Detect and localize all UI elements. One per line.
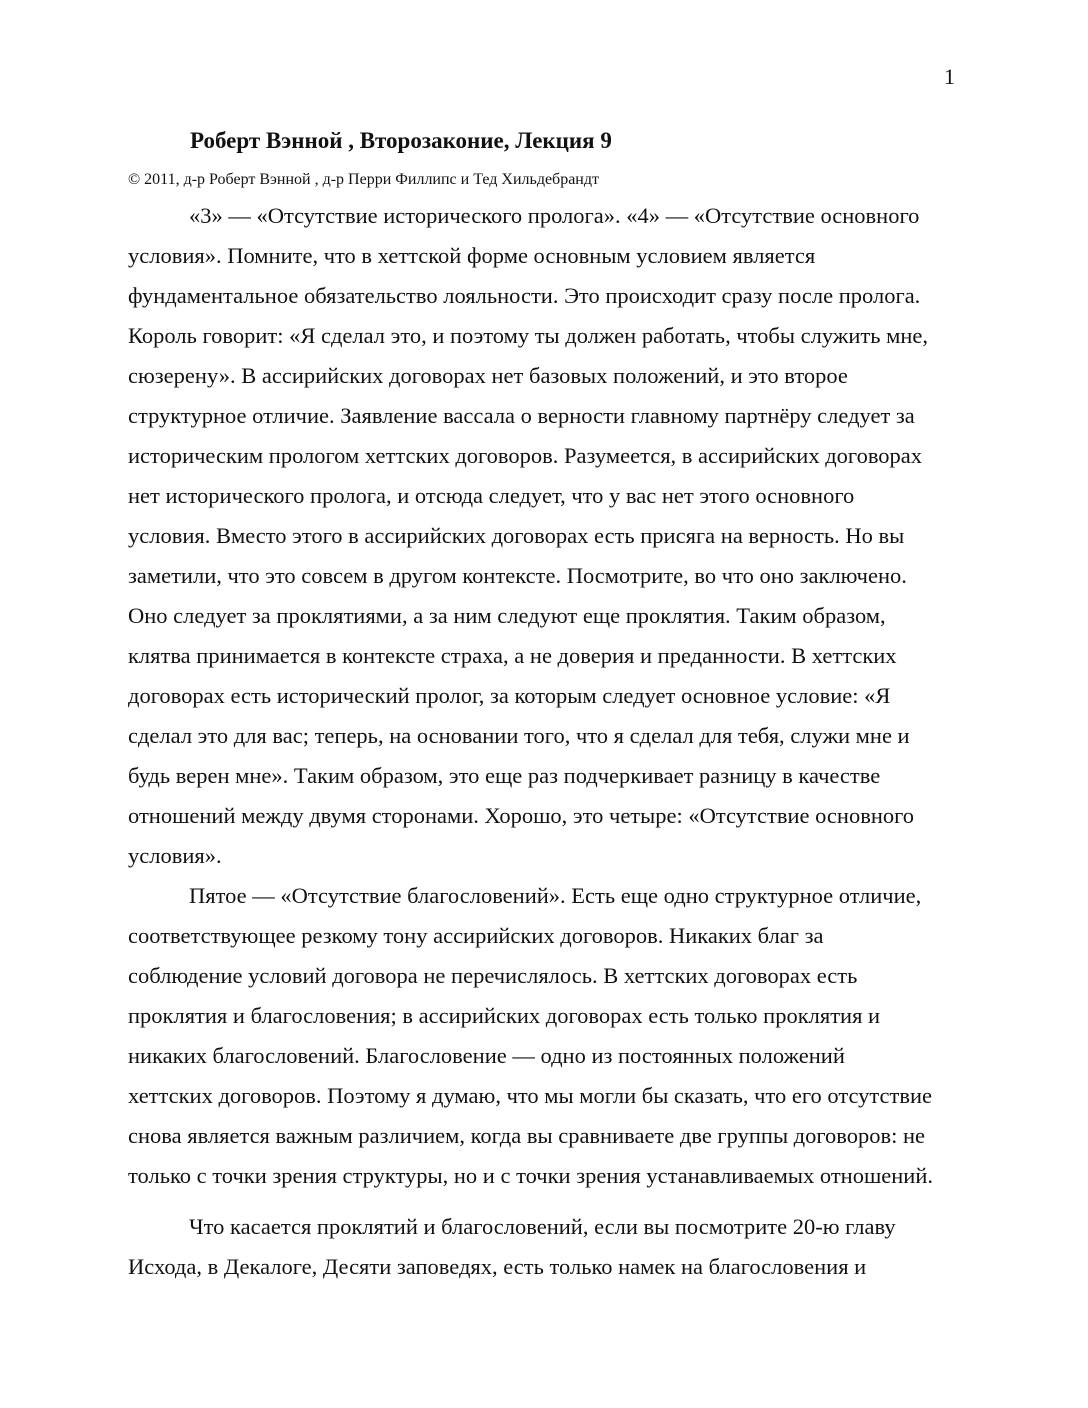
text-line: отношений между двумя сторонами. Хорошо, это четыре: «Отсутствие основного <box>128 803 915 828</box>
text-line: соответствующее резкому тону ассирийских договоров. Никаких благ за <box>128 923 824 948</box>
text-line: Король говорит: «Я сделал это, и поэтому ты должен работать, чтобы служить мне, <box>128 323 928 348</box>
text-line: никаких благословений. Благословение — одно из постоянных положений <box>128 1043 845 1068</box>
text-line: Исхода, в Декалоге, Десяти заповедях, есть только намек на благословения и <box>128 1254 867 1279</box>
text-line: нет исторического пролога, и отсюда следует, что у вас нет этого основного <box>128 483 855 508</box>
text-line: договорах есть исторический пролог, за которым следует основное условие: «Я <box>128 683 891 708</box>
text-line: историческим прологом хеттских договоров. Разумеется, в ассирийских договорах <box>128 443 923 468</box>
text-line: условия. Вместо этого в ассирийских договорах есть присяга на верность. Но вы <box>128 523 905 548</box>
paragraph-2 <box>128 876 968 1196</box>
text-line: условия». <box>128 843 222 868</box>
text-line: хеттских договоров. Поэтому я думаю, что мы могли бы сказать, что его отсутствие <box>128 1083 932 1108</box>
paragraph-3 <box>128 1207 968 1287</box>
text-line: соблюдение условий договора не перечислялось. В хеттских договорах есть <box>128 963 858 988</box>
text-line: фундаментальное обязательство лояльности. Это происходит сразу после пролога. <box>128 283 921 308</box>
text-line: Что касается проклятий и благословений, если вы посмотрите 20-ю главу <box>189 1214 896 1239</box>
text-line: условия». Помните, что в хеттской форме основным условием является <box>128 243 816 268</box>
document-title: Роберт Вэнной , Второзаконие, Лекция 9 <box>190 128 612 153</box>
text-line: только с точки зрения структуры, но и с точки зрения устанавливаемых отношений. <box>128 1163 934 1188</box>
text-line: снова является важным различием, когда вы сравниваете две группы договоров: не <box>128 1123 926 1148</box>
page-number: 1 <box>944 64 955 89</box>
document-body <box>128 196 968 1287</box>
text-line: клятва принимается в контексте страха, а не доверия и преданности. В хеттских <box>128 643 897 668</box>
text-line: Пятое — «Отсутствие благословений». Есть еще одно структурное отличие, <box>189 883 922 908</box>
text-line: будь верен мне». Таким образом, это еще раз подчеркивает разницу в качестве <box>128 763 881 788</box>
text-line: сюзерену». В ассирийских договорах нет базовых положений, и это второе <box>128 363 848 388</box>
text-line: заметили, что это совсем в другом контексте. Посмотрите, во что оно заключено. <box>128 563 907 588</box>
text-line: сделал это для вас; теперь, на основании того, что я сделал для тебя, служи мне и <box>128 723 910 748</box>
copyright-line: © 2011, д-р Роберт Вэнной , д-р Перри Филлипс и Тед Хильдебрандт <box>128 171 599 188</box>
text-line: проклятия и благословения; в ассирийских договорах есть только проклятия и <box>128 1003 881 1028</box>
paragraph-1 <box>128 196 968 876</box>
paragraph-spacer <box>128 1196 968 1207</box>
text-line: Оно следует за проклятиями, а за ним следуют еще проклятия. Таким образом, <box>128 603 886 628</box>
text-line: структурное отличие. Заявление вассала о верности главному партнёру следует за <box>128 403 915 428</box>
text-line: «3» — «Отсутствие исторического пролога». «4» — «Отсутствие основного <box>189 203 920 228</box>
